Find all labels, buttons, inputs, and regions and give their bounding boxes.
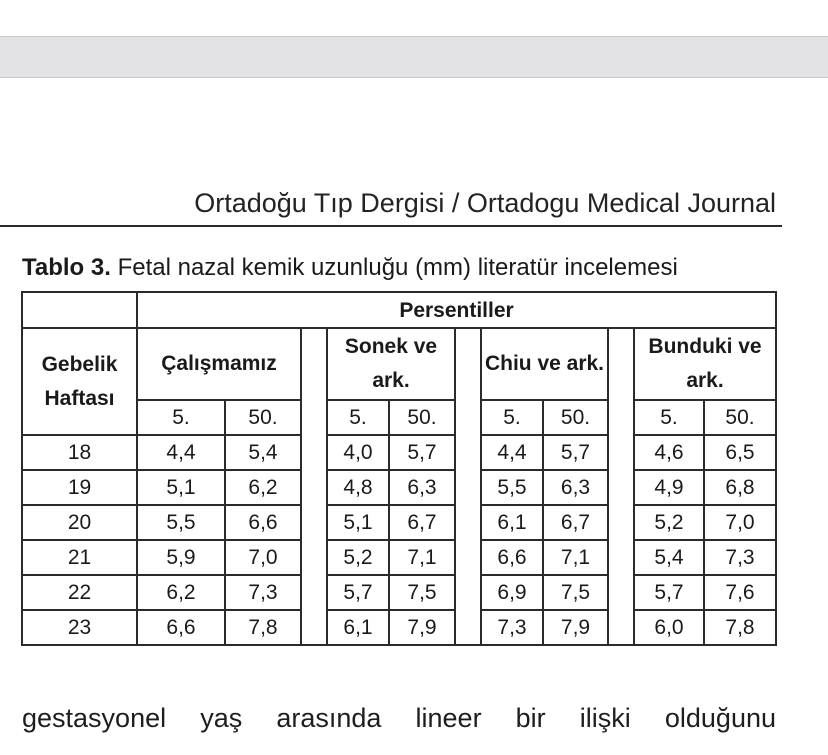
- value-cell: 7,5: [389, 575, 455, 610]
- week-cell: 23: [22, 610, 137, 645]
- value-cell: 6,6: [481, 540, 543, 575]
- value-cell: 6,5: [704, 435, 776, 470]
- value-cell: 7,0: [225, 540, 301, 575]
- value-cell: 4,4: [481, 435, 543, 470]
- value-cell: 6,7: [543, 505, 608, 540]
- percentile-label: 50.: [225, 400, 301, 435]
- week-cell: 18: [22, 435, 137, 470]
- value-cell: 7,1: [389, 540, 455, 575]
- value-cell: 6,9: [481, 575, 543, 610]
- table-header-row: [22, 292, 776, 328]
- value-cell: 5,2: [327, 540, 389, 575]
- spacer-column: [608, 328, 634, 645]
- value-cell: 6,2: [137, 575, 225, 610]
- percentile-label: 50.: [704, 400, 776, 435]
- percentile-label: 5.: [137, 400, 225, 435]
- value-cell: 6,1: [327, 610, 389, 645]
- value-cell: 7,3: [704, 540, 776, 575]
- body-text-line: gestasyonel yaş arasında lineer bir ilişki olduğunu: [22, 703, 776, 733]
- value-cell: 6,2: [225, 470, 301, 505]
- value-cell: 4,9: [634, 470, 704, 505]
- percentile-label: 5.: [327, 400, 389, 435]
- value-cell: 5,4: [634, 540, 704, 575]
- group-header-sonek: Sonek ve ark.: [327, 328, 455, 400]
- table-row: [22, 540, 776, 575]
- value-cell: 6,3: [543, 470, 608, 505]
- spacer-column: [455, 328, 481, 645]
- value-cell: 7,3: [481, 610, 543, 645]
- value-cell: 7,1: [543, 540, 608, 575]
- value-cell: 4,4: [137, 435, 225, 470]
- value-cell: 5,2: [634, 505, 704, 540]
- percentile-label: 50.: [543, 400, 608, 435]
- table-caption: [22, 254, 678, 282]
- value-cell: 7,3: [225, 575, 301, 610]
- value-cell: 6,6: [137, 610, 225, 645]
- table-row: [22, 470, 776, 505]
- percentile-label: 5.: [481, 400, 543, 435]
- percentile-label: 50.: [389, 400, 455, 435]
- table-row: [22, 505, 776, 540]
- value-cell: 6,3: [389, 470, 455, 505]
- week-cell: 20: [22, 505, 137, 540]
- value-cell: 5,7: [389, 435, 455, 470]
- value-cell: 5,5: [481, 470, 543, 505]
- journal-header: Ortadoğu Tıp Dergisi / Ortadogu Medical Journal: [194, 188, 776, 218]
- empty-corner-cell: [22, 292, 137, 328]
- value-cell: 6,0: [634, 610, 704, 645]
- week-header: Gebelik Haftası: [22, 328, 137, 435]
- value-cell: 6,6: [225, 505, 301, 540]
- value-cell: 5,5: [137, 505, 225, 540]
- week-cell: 21: [22, 540, 137, 575]
- value-cell: 5,7: [327, 575, 389, 610]
- value-cell: 7,9: [543, 610, 608, 645]
- spacer-column: [301, 328, 327, 645]
- week-cell: 22: [22, 575, 137, 610]
- value-cell: 7,8: [704, 610, 776, 645]
- value-cell: 6,7: [389, 505, 455, 540]
- persentil-header: Persentiller: [137, 292, 776, 328]
- value-cell: 7,9: [389, 610, 455, 645]
- group-header-bunduki: Bunduki ve ark.: [634, 328, 776, 400]
- value-cell: 7,0: [704, 505, 776, 540]
- value-cell: 4,6: [634, 435, 704, 470]
- value-cell: 6,8: [704, 470, 776, 505]
- value-cell: 4,8: [327, 470, 389, 505]
- table-caption-text: Fetal nazal kemik uzunluğu (mm) literatür incelemesi: [110, 254, 678, 281]
- value-cell: 5,7: [634, 575, 704, 610]
- value-cell: 5,9: [137, 540, 225, 575]
- value-cell: 7,6: [704, 575, 776, 610]
- browser-toolbar-strip: [0, 36, 828, 78]
- group-header-calismamiz: Çalışmamız: [137, 328, 301, 400]
- week-cell: 19: [22, 470, 137, 505]
- value-cell: 5,4: [225, 435, 301, 470]
- value-cell: 5,7: [543, 435, 608, 470]
- value-cell: 7,8: [225, 610, 301, 645]
- value-cell: 4,0: [327, 435, 389, 470]
- percentile-label: 5.: [634, 400, 704, 435]
- table-caption-label: Tablo 3.: [22, 254, 111, 281]
- group-header-chiu: Chiu ve ark.: [481, 328, 608, 400]
- table-row: [22, 435, 776, 470]
- value-cell: 5,1: [137, 470, 225, 505]
- table-row: [22, 575, 776, 610]
- group-header-row: [22, 328, 776, 400]
- nasal-bone-table: [21, 291, 777, 646]
- value-cell: 5,1: [327, 505, 389, 540]
- value-cell: 7,5: [543, 575, 608, 610]
- value-cell: 6,1: [481, 505, 543, 540]
- header-rule: [0, 225, 782, 227]
- table-row: [22, 610, 776, 645]
